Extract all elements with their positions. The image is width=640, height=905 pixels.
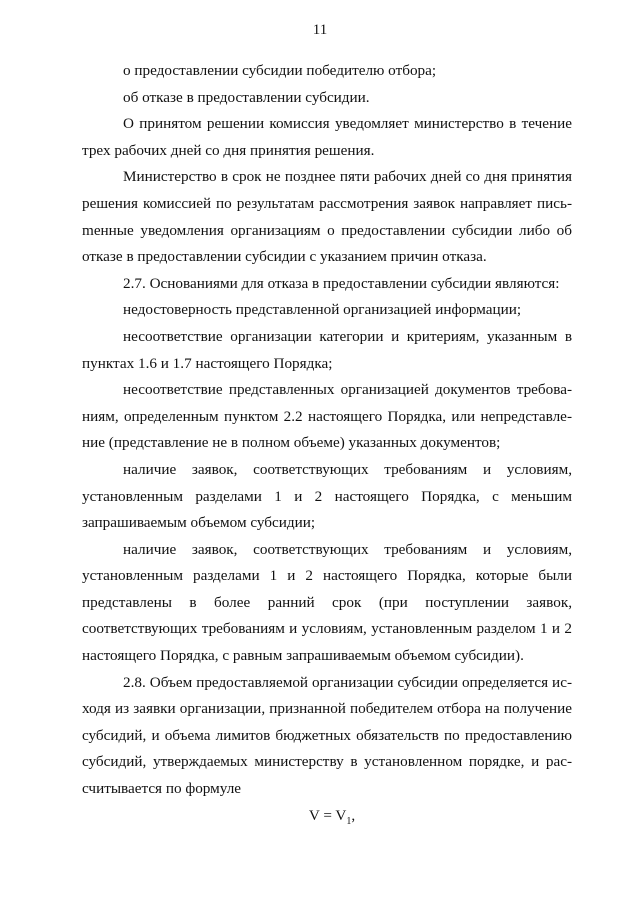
paragraph-ground-unreliable-info: недостоверность представленной организацией информации; — [123, 301, 522, 319]
paragraph-ground-documents-mismatch: несоответствие представленных организацией документов требованиям, определенным пунктом 2.2 настоящего Порядка, или непредставление (представление не в полном объеме) указанных документов; — [82, 381, 572, 452]
paragraph-decision-refuse: об отказе в предоставлении субсидии. — [123, 88, 370, 106]
paragraph-2-7-heading: 2.7. Основаниями для отказа в предоставлении субсидии являются: — [123, 274, 560, 292]
formula-main: V = V — [308, 806, 347, 824]
paragraph-ground-category-mismatch: несоответствие организации категории и критериям, указанным в пунктах 1.6 и 1.7 настоящего Порядка; — [82, 327, 572, 372]
paragraph-decision-award: о предоставлении субсидии победителю отбора; — [123, 62, 437, 79]
document-body — [82, 58, 572, 829]
paragraph-ministry-notice: Министерство в срок не позднее пяти рабочих дней со дня принятия решения комиссией по результатам рассмотрения заявок направляет письmенные уведомления организациям о предоставлении субсидии либо об отказе в предоставлении субсидии с указанием причин отказа. — [82, 168, 572, 266]
paragraph-ground-earlier-submission: наличие заявок, соответствующих требованиям и условиям, установленным разделами 1 и 2 настоящего Порядка, которые были представлены в более ранний срок (при поступлении заявок, соответствующих требованиям и условиям, установленным разделом 1 и 2 настоящего Порядка, с равным запрашиваемым объемом субсидии). — [82, 540, 572, 665]
paragraph-ground-smaller-request: наличие заявок, соответствующих требованиям и условиям, установленным разделами 1 и 2 настоящего Порядка, с меньшим запрашиваемым объемом субсидии; — [82, 460, 572, 532]
formula-subscript: 1 — [346, 815, 352, 827]
formula — [82, 803, 572, 830]
formula-suffix: , — [351, 806, 356, 824]
paragraph-2-8-volume: 2.8. Объем предоставляемой организации субсидии определяется исходя из заявки организации, признанной победителем отбора на получение субсидий, и объема лимитов бюджетных обязательств по предоставлению субсидий, утверждаемых министерству в установленном порядке, и рассчитывается по формуле — [82, 673, 572, 798]
paragraph-commission-notify: О принятом решении комиссия уведомляет министерство в течение трех рабочих дней со дня принятия решения. — [82, 115, 572, 159]
page-number: 11 — [312, 22, 328, 38]
